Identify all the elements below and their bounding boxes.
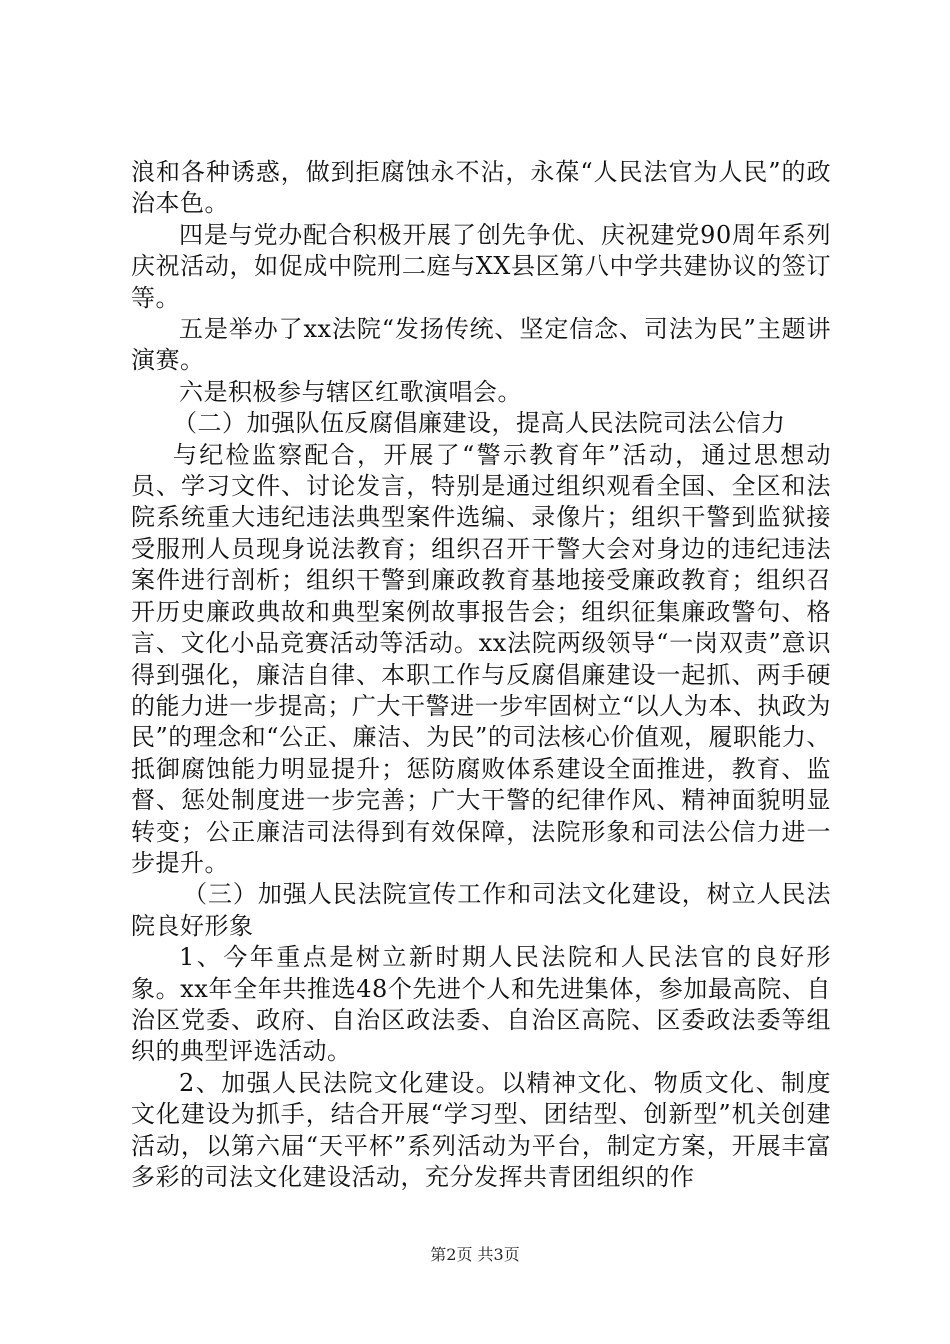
paragraph: 1、今年重点是树立新时期人民法院和人民法官的良好形象。xx年全年共推选48个先进个人和先进集体，参加最高院、自治区党委、政府、自治区政法委、自治区高院、区委政法委等组织的典型评选活动。 xyxy=(131,943,831,1066)
paragraph: 与纪检监察配合，开展了“警示教育年”活动，通过思想动员、学习文件、讨论发言，特别是通过组织观看全国、全区和法院系统重大违纪违法典型案件选编、录像片；组织干警到监狱接受服刑人员现身说法教育；组织召开干警大会对身边的违纪违法案件进行剖析；组织干警到廉政教育基地接受廉政教育；组织召开历史廉政典故和典型案例故事报告会；组织征集廉政警句、格言、文化小品竞赛活动等活动。xx法院两级领导“一岗双责”意识得到强化，廉洁自律、本职工作与反腐倡廉建设一起抓、两手硬的能力进一步提高；广大干警进一步牢固树立“以人为本、执政为民”的理念和“公正、廉洁、为民”的司法核心价值观，履职能力、抵御腐蚀能力明显提升；惩防腐败体系建设全面推进，教育、监督、惩处制度进一步完善；广大干警的纪律作风、精神面貌明显转变；公正廉洁司法得到有效保障，法院形象和司法公信力进一步提升。 xyxy=(131,440,831,877)
section-heading: （二）加强队伍反腐倡廉建设，提高人民法院司法公信力 xyxy=(173,409,786,438)
paragraph: 2、加强人民法院文化建设。以精神文化、物质文化、制度文化建设为抓手，结合开展“学习型、团结型、创新型”机关创建活动，以第六届“天平杯”系列活动为平台，制定方案，开展丰富多彩的司法文化建设活动，充分发挥共青团组织的作 xyxy=(131,1068,831,1191)
paragraph: 五是举办了xx法院“发扬传统、坚定信念、司法为民”主题讲演赛。 xyxy=(131,315,831,375)
paragraph: 四是与党办配合积极开展了创先争优、庆祝建党90周年系列庆祝活动，如促成中院刑二庭与XX县区第八中学共建协议的签订等。 xyxy=(131,220,831,312)
page-footer xyxy=(0,1242,950,1265)
paragraph: 六是积极参与辖区红歌演唱会。 xyxy=(179,377,522,406)
document-body xyxy=(131,157,831,1193)
paragraph: 浪和各种诱惑，做到拒腐蚀永不沾，永葆“人民法官为人民”的政治本色。 xyxy=(131,158,831,218)
section-heading: （三）加强人民法院宣传工作和司法文化建设，树立人民法院良好形象 xyxy=(131,880,831,940)
page-number-label: 第2页 共3页 xyxy=(430,1245,520,1264)
